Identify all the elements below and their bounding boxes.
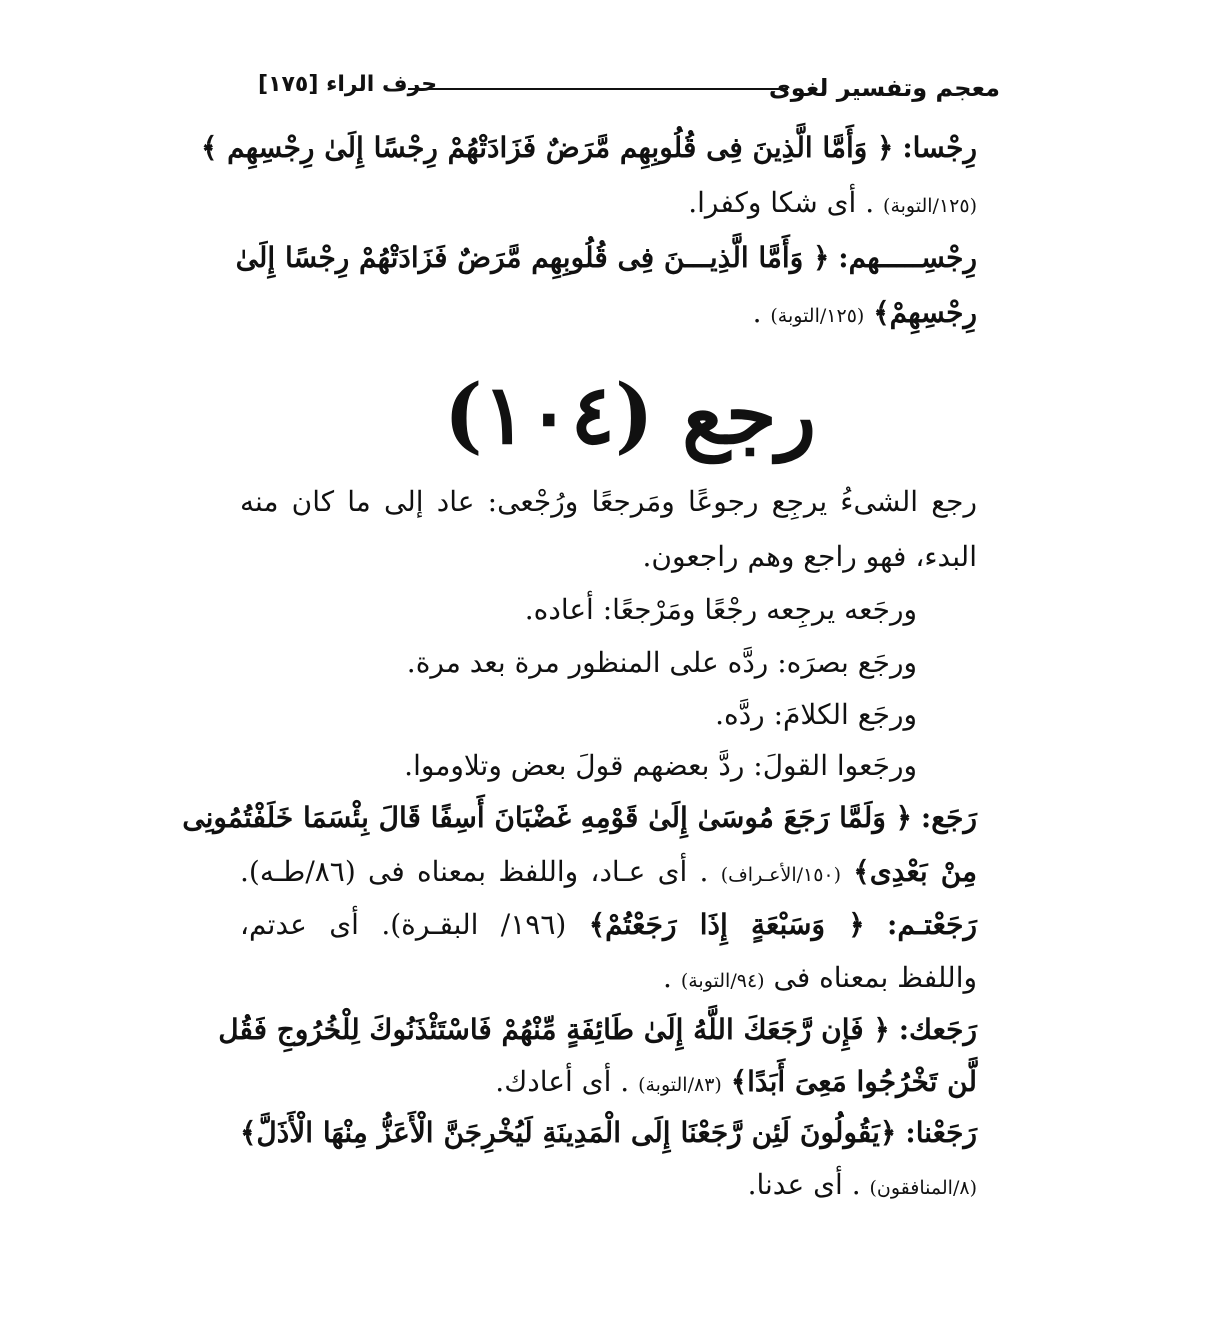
- body-line: [240, 695, 917, 735]
- verse-reference: (١٥٠/الأعـراف): [720, 864, 842, 886]
- body-line: [240, 1113, 977, 1153]
- body-line: [240, 852, 977, 895]
- verse-reference: (٨/المنافقون): [869, 1177, 977, 1199]
- header-rule: [408, 88, 788, 90]
- definition-text: واللفظ بمعناه فى: [773, 961, 977, 994]
- entry-line: [240, 183, 977, 226]
- definition-text: . أى عدنا.: [747, 1168, 861, 1201]
- definition-text: البدء، فهو راجع وهم راجعون.: [642, 540, 977, 573]
- body-line: [240, 958, 977, 1001]
- quran-verse: رِجْسِهِمْ﴾: [873, 296, 977, 329]
- verse-reference: (٩٤/التوبة): [680, 970, 765, 992]
- entry-line: [200, 128, 977, 168]
- quran-verse: لَّن تَخْرُجُوا مَعِىَ أَبَدًا﴾: [730, 1065, 977, 1098]
- verse-reference: (١٢٥/التوبة): [883, 195, 977, 217]
- definition-text: . أى أعادك.: [495, 1065, 630, 1098]
- definition-text: .: [752, 296, 762, 329]
- definition-text: ورجَع بصرَه: ردَّه على المنظور مرة بعد مرة.: [406, 646, 917, 679]
- body-line: [218, 1010, 977, 1050]
- book-title: معجم وتفسير لغوى: [768, 74, 1000, 102]
- definition-text: ورجَعوا القولَ: ردَّ بعضهم قولَ بعض وتلاوموا.: [404, 749, 917, 782]
- verse-reference: (٨٣/التوبة): [638, 1074, 722, 1096]
- definition-text: ورجَع الكلامَ: ردَّه.: [715, 698, 917, 731]
- body-line: [240, 537, 977, 577]
- body-line: [240, 746, 917, 786]
- definition-text: رجع الشىءُ يرجِع رجوعًا ومَرجعًا ورُجْعى: عاد إلى ما كان منه: [240, 485, 977, 518]
- entry-word: رَجَعك:: [898, 1013, 977, 1046]
- quran-verse: مِنْ بَعْدِى﴾: [853, 855, 978, 888]
- verse-reference: (١٢٥/التوبة): [770, 305, 865, 327]
- body-line: [240, 643, 917, 683]
- body-line: [240, 482, 977, 522]
- entry-word: رِجْسِـــــهم:: [838, 241, 977, 274]
- entry-word: رِجْسا:: [902, 131, 977, 164]
- definition-text: . أى شكا وكفرا.: [688, 186, 875, 219]
- entry-word: رَجَعْنا:: [905, 1116, 978, 1149]
- entry-line: [235, 238, 977, 278]
- definition-text: (١٩٦/ البقـرة). أى عدتم،: [240, 908, 567, 941]
- quran-verse: ﴿ فَإِن رَّجَعَكَ اللَّهُ إِلَىٰ طَائِفَةٍ مِّنْهُمْ فَاسْتَئْذَنُوكَ لِلْخُرُوجِ فَقُل: [218, 1013, 890, 1046]
- body-line: [240, 590, 917, 630]
- root-heading: رجع (١٠٤): [443, 367, 817, 463]
- entry-line: [240, 293, 977, 336]
- quran-verse: ﴿ وَأَمَّا الَّذِيـــنَ فِى قُلُوبِهِم مَّرَضٌ فَزَادَتْهُمْ رِجْسًا إِلَىٰ: [235, 241, 830, 274]
- body-line: [240, 1062, 977, 1105]
- quran-verse: ﴿يَقُولُونَ لَئِن رَّجَعْنَا إِلَى الْمَدِينَةِ لَيُخْرِجَنَّ الْأَعَزُّ مِنْهَا الْأَذَلَّ﴾: [240, 1116, 897, 1149]
- entry-word: رَجَعْتـم:: [887, 908, 977, 941]
- body-line: [240, 905, 977, 945]
- quran-verse: ﴿ وَلَمَّا رَجَعَ مُوسَىٰ إِلَىٰ قَوْمِهِ غَضْبَانَ أَسِفًا قَالَ بِئْسَمَا خَلَفْتُمُونِى: [182, 801, 913, 834]
- definition-text: .: [663, 961, 672, 994]
- quran-verse: ﴿ وَأَمَّا الَّذِينَ فِى قُلُوبِهِم مَّرَضٌ فَزَادَتْهُمْ رِجْسًا إِلَىٰ رِجْسِهِم ﴾: [200, 131, 894, 164]
- definition-text: ورجَعه يرجِعه رجْعًا ومَرْجعًا: أعاده.: [524, 593, 917, 626]
- body-line: [240, 1165, 977, 1208]
- entry-word: رَجَع:: [920, 801, 977, 834]
- section-page-number: حرف الراء [١٧٥]: [258, 72, 438, 97]
- definition-text: . أى عـاد، واللفظ بمعناه فى (٨٦/طـه).: [240, 855, 709, 888]
- body-line: [182, 798, 977, 838]
- running-header: [258, 68, 1000, 108]
- quran-verse: ﴿ وَسَبْعَةٍ إِذَا رَجَعْتُمْ﴾: [588, 908, 865, 941]
